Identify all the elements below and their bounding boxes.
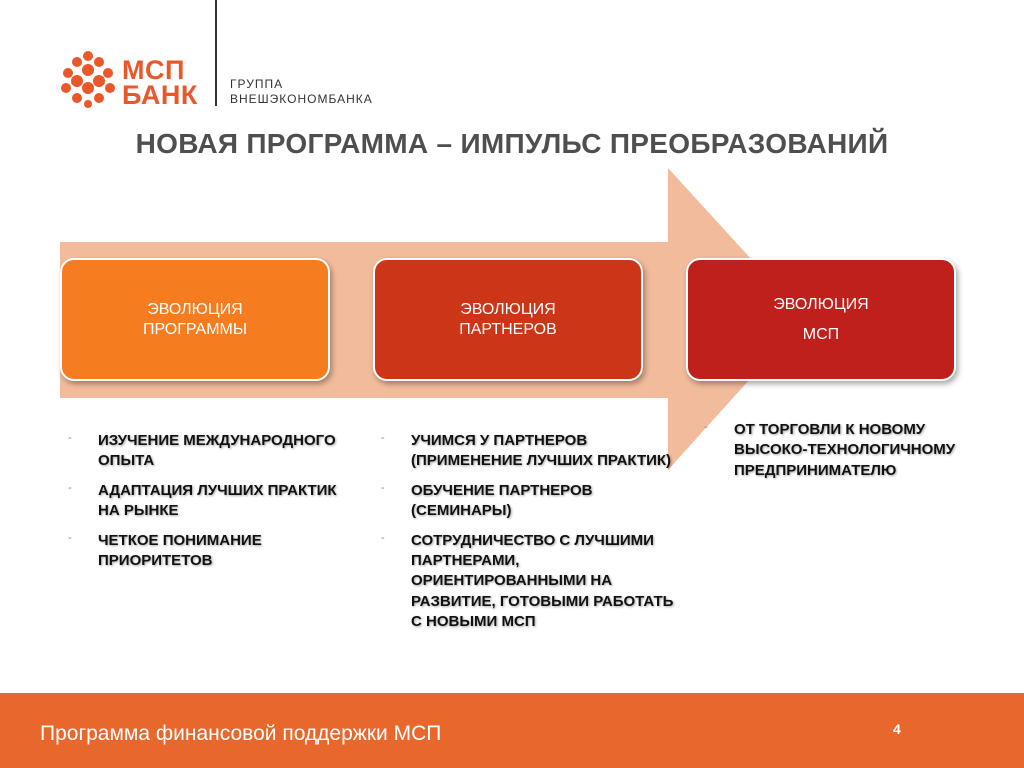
list-item: - СОТРУДНИЧЕСТВО С ЛУЧШИМИ ПАРТНЕРАМИ, ОРИЕНТИРОВАННЫМИ НА РАЗВИТИЕ, ГОТОВЫМИ РАБОТАТЬ С НОВЫМИ МСП — [381, 531, 676, 633]
list-item: - АДАПТАЦИЯ ЛУЧШИХ ПРАКТИК НА РЫНКЕ — [68, 481, 338, 522]
list-item: - ЧЕТКОЕ ПОНИМАНИЕ ПРИОРИТЕТОВ — [68, 531, 338, 572]
list-item: - ИЗУЧЕНИЕ МЕЖДУНАРОДНОГО ОПЫТА — [68, 431, 338, 472]
box-label-line1: ЭВОЛЮЦИЯ — [460, 301, 556, 319]
bullet-list-partners — [381, 431, 676, 642]
list-item: - ОБУЧЕНИЕ ПАРТНЕРОВ (СЕМИНАРЫ) — [381, 481, 676, 522]
brand-name-line1: МСП — [122, 55, 185, 85]
box-label-line2: ПРОГРАММЫ — [142, 320, 248, 338]
box-label-line1: ЭВОЛЮЦИЯ — [773, 296, 869, 314]
box-label-line2: ПАРТНЕРОВ — [459, 320, 557, 338]
group-label-line2: ВНЕШЭКОНОМБАНКА — [230, 92, 373, 106]
slide-title: НОВАЯ ПРОГРАММА – ИМПУЛЬС ПРЕОБРАЗОВАНИЙ — [135, 128, 889, 159]
footer-text: Программа финансовой поддержки МСП — [40, 722, 442, 745]
group-label-line1: ГРУППА — [230, 77, 284, 91]
box-evolution-program — [60, 258, 330, 381]
box-label-line2: МСП — [802, 325, 840, 343]
page-number: 4 — [893, 721, 901, 737]
box-evolution-msp — [686, 258, 956, 381]
brand-name-line2: БАНК — [122, 80, 198, 110]
list-item: - ОТ ТОРГОВЛИ К НОВОМУ ВЫСОКО-ТЕХНОЛОГИЧНОМУ ПРЕДПРИНИМАТЕЛЮ — [704, 420, 994, 481]
bullet-list-program — [68, 431, 338, 580]
list-item: - УЧИМСЯ У ПАРТНЕРОВ (ПРИМЕНЕНИЕ ЛУЧШИХ ПРАКТИК) — [381, 431, 676, 472]
box-evolution-partners — [373, 258, 643, 381]
footer-bar — [0, 693, 1024, 768]
bullet-list-msp — [704, 420, 994, 490]
box-label-line1: ЭВОЛЮЦИЯ — [147, 301, 243, 319]
